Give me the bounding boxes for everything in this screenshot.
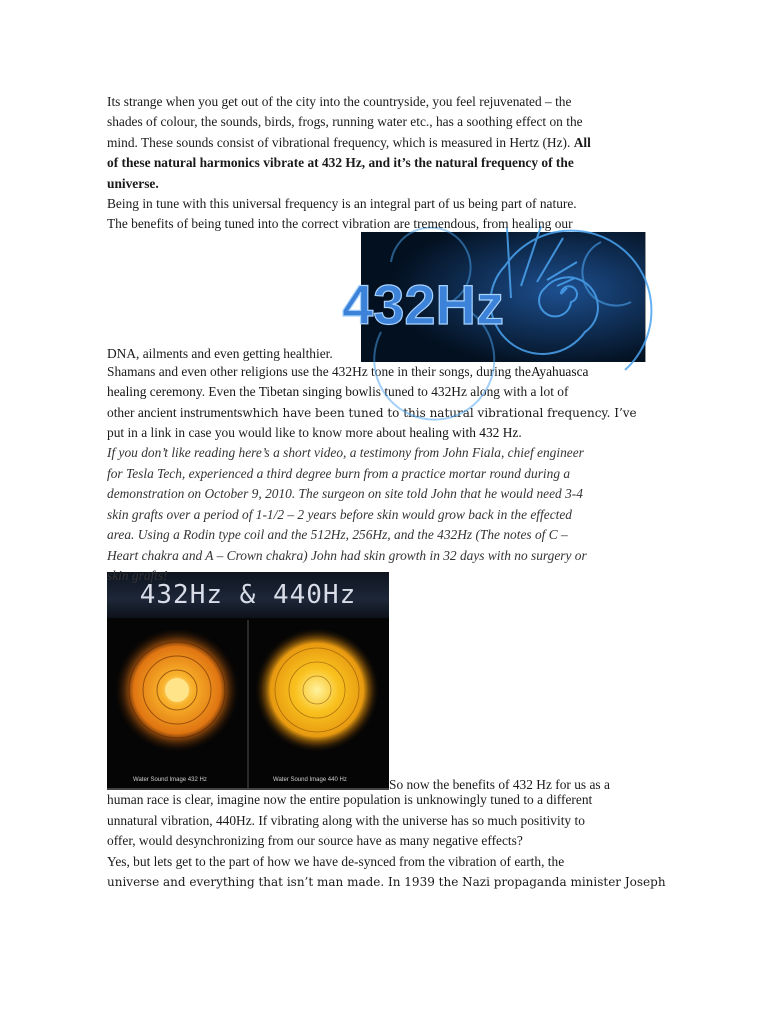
link-healing-ceremony[interactable]: healing ceremony (107, 384, 202, 400)
text-line: shades of colour, the sounds, birds, frogs, running water etc., has a soothing effect on the (107, 114, 583, 130)
text-line: Being in tune with this universal frequency is an integral part of us being part of nature. (107, 196, 577, 212)
link-ancient-instruments[interactable]: ancient instruments (137, 404, 243, 420)
text-line: put in a link in case you would like to know more about (107, 425, 410, 441)
text-line: . (518, 425, 522, 441)
text-line: human race is clear, imagine now the entire population is unknowingly tuned to a different (107, 792, 593, 808)
text-line: offer, would desynchronizing from our source have as many negative effects? (107, 833, 523, 849)
link-healing-432hz[interactable]: healing with 432 Hz (409, 425, 519, 441)
text-line: mind. These sounds consist of vibrational frequency, which is measured in Hertz (Hz). (107, 134, 571, 150)
caption-432: Water Sound Image 432 Hz (133, 777, 207, 784)
cymatics-title: 432Hz & 440Hz (107, 572, 389, 618)
bold-text: All (573, 134, 591, 150)
paragraph-desync (107, 852, 666, 893)
italic-line: skin grafts! (107, 567, 168, 583)
document-body (107, 92, 666, 892)
italic-line: area. Using a Rodin type coil and the 512Hz, 256Hz, and the 432Hz (The notes of C – (107, 527, 568, 543)
italic-line: Heart chakra and A – Crown chakra) John had skin growth in 32 days with no surgery or (107, 547, 587, 563)
cymatics-image (107, 572, 389, 790)
text-line: Yes, but lets get to the part of how we have de-synced from the vibration of earth, the (107, 853, 565, 869)
cymatics-graphic (107, 572, 389, 788)
link-tibetan-singing-bowl[interactable]: Tibetan singing bowl (258, 384, 373, 400)
text-line: universe and everything that isn’t man made. In 1939 the Nazi propaganda minister Joseph (107, 874, 666, 889)
text-line: unnatural vibration, 440Hz. If vibrating along with the universe has so much positivity to (107, 812, 585, 828)
text-line: . Even the (201, 384, 259, 400)
432hz-image (342, 232, 646, 362)
text-line: So now the benefits of 432 Hz for us as a (389, 776, 610, 792)
paragraph-intro (107, 92, 663, 194)
paragraph-shamans (107, 362, 663, 444)
text-line: is tuned to 432Hz along with a lot of (372, 384, 569, 400)
432hz-label: 432Hz (342, 272, 504, 336)
italic-line: for Tesla Tech, experienced a third degree burn from a practice mortar round during a (107, 465, 571, 481)
text-line: other (107, 404, 138, 420)
paragraph-tune (107, 194, 663, 235)
italic-line: demonstration on October 9, 2010. The surgeon on site told John that he would need 3-4 (107, 486, 583, 502)
italic-line: If you don’t like reading here’s a short video, a testimony from John Fiala, chief engineer (107, 445, 584, 461)
text-line: The benefits of being tuned into the correct vibration are tremendous, from healing our (107, 216, 573, 232)
spiral-graphic (342, 232, 645, 362)
text-line: DNA, ailments and even getting healthier. (107, 346, 333, 362)
text-line: which have been tuned to this natural vibrational frequency. I’ve (242, 405, 637, 420)
italic-line: skin grafts over a period of 1-1/2 – 2 years before skin would grow back in the effected (107, 506, 572, 522)
bold-text: of these natural harmonics vibrate at 432 Hz, and it’s the natural frequency of the (107, 155, 574, 171)
text-line: Shamans and even other religions use the 432Hz tone in their songs, during the (107, 363, 531, 379)
bold-text: universe. (107, 175, 159, 191)
testimony-paragraph (107, 443, 663, 586)
text-line: Its strange when you get out of the city into the countryside, you feel rejuvenated – the (107, 94, 572, 109)
caption-440: Water Sound Image 440 Hz (273, 777, 347, 784)
paragraph-benefits (107, 790, 663, 851)
link-ayahuasca[interactable]: Ayahuasca (530, 363, 589, 379)
